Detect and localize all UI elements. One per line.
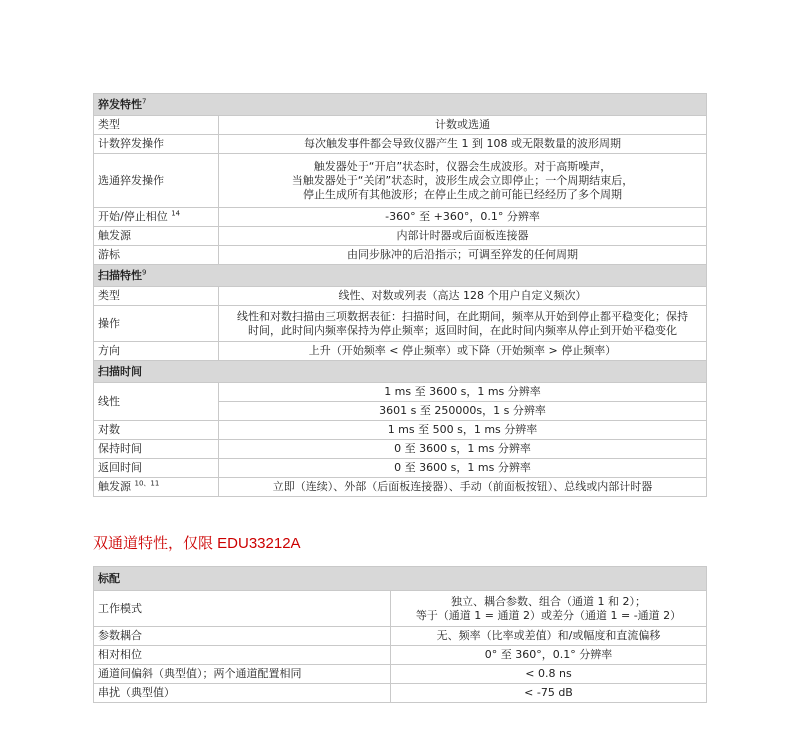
row-value: < 0.8 ns bbox=[391, 665, 707, 684]
value-line: 触发器处于“开启”状态时，仪器会生成波形。对于高斯噪声， bbox=[313, 159, 612, 173]
row-value bbox=[391, 591, 707, 627]
table-row bbox=[94, 135, 707, 154]
row-value: 无、频率（比率或差值）和/或幅度和直流偏移 bbox=[391, 627, 707, 646]
table-row bbox=[94, 627, 707, 646]
specs-table-dual-channel bbox=[93, 566, 707, 703]
section-title-sweep: 扫描特性 bbox=[98, 268, 142, 282]
section-header-sweep-time bbox=[94, 361, 707, 383]
row-value: 0 至 3600 s，1 ms 分辨率 bbox=[219, 459, 707, 478]
value-line: 独立、耦合参数、组合（通道 1 和 2）； bbox=[451, 594, 646, 608]
footnote-ref: 9 bbox=[142, 267, 147, 276]
row-value: < -75 dB bbox=[391, 684, 707, 703]
section-header-burst bbox=[94, 94, 707, 116]
value-line: 线性和对数扫描由三项数据表征：扫描时间，在此期间，频率从开始到停止都平稳变化；保持 bbox=[237, 309, 688, 323]
value-line: 当触发器处于“关闭”状态时，波形生成会立即停止；一个周期结束后， bbox=[291, 173, 634, 187]
section-header-standard bbox=[94, 567, 707, 591]
table-row bbox=[94, 665, 707, 684]
row-label: 触发源 bbox=[94, 227, 219, 246]
value-line: 停止生成所有其他波形；在停止生成之前可能已经经历了多个周期 bbox=[303, 187, 622, 201]
section-title-sweep-time: 扫描时间 bbox=[94, 361, 707, 383]
row-label: 对数 bbox=[94, 421, 219, 440]
footnote-ref: 10、11 bbox=[134, 479, 160, 488]
section-title-burst: 猝发特性 bbox=[98, 97, 142, 111]
row-value: 3601 s 至 250000s，1 s 分辨率 bbox=[219, 402, 707, 421]
row-label-text: 开始/停止相位 bbox=[98, 210, 168, 223]
row-value: 1 ms 至 500 s，1 ms 分辨率 bbox=[219, 421, 707, 440]
table-row bbox=[94, 684, 707, 703]
row-label: 相对相位 bbox=[94, 646, 391, 665]
row-label: 线性 bbox=[94, 383, 219, 421]
table-row bbox=[94, 646, 707, 665]
row-label: 计数猝发操作 bbox=[94, 135, 219, 154]
row-label: 方向 bbox=[94, 342, 219, 361]
table-row bbox=[94, 246, 707, 265]
row-label-text: 触发源 bbox=[98, 480, 131, 493]
row-label: 选通猝发操作 bbox=[94, 154, 219, 208]
row-label: 操作 bbox=[94, 306, 219, 342]
section-header-sweep bbox=[94, 265, 707, 287]
table-row bbox=[94, 116, 707, 135]
table-row bbox=[94, 383, 707, 402]
row-value: 立即（连续）、外部（后面板连接器）、手动（前面板按钮）、总线或内部计时器 bbox=[219, 478, 707, 497]
footnote-ref: 7 bbox=[142, 96, 147, 105]
row-label: 工作模式 bbox=[94, 591, 391, 627]
specs-table-burst-sweep bbox=[93, 93, 707, 497]
row-label: 返回时间 bbox=[94, 459, 219, 478]
value-line: 时间，此时间内频率保持为停止频率；返回时间，在此时间内频率从停止到开始平稳变化 bbox=[248, 323, 677, 337]
row-label: 类型 bbox=[94, 116, 219, 135]
footnote-ref: 14 bbox=[171, 209, 181, 218]
section-heading-dual-channel: 双通道特性，仅限 EDU33212A bbox=[93, 535, 301, 552]
table-row bbox=[94, 478, 707, 497]
row-value bbox=[219, 306, 707, 342]
table-row bbox=[94, 342, 707, 361]
row-value: 每次触发事件都会导致仪器产生 1 到 108 或无限数量的波形周期 bbox=[219, 135, 707, 154]
table-row bbox=[94, 459, 707, 478]
row-label: 通道间偏斜（典型值）；两个通道配置相同 bbox=[94, 665, 391, 684]
table-row bbox=[94, 208, 707, 227]
row-value: 由同步脉冲的后沿指示；可调至猝发的任何周期 bbox=[219, 246, 707, 265]
table-row bbox=[94, 287, 707, 306]
row-label: 保持时间 bbox=[94, 440, 219, 459]
row-value: 内部计时器或后面板连接器 bbox=[219, 227, 707, 246]
row-value: 0° 至 360°，0.1° 分辨率 bbox=[391, 646, 707, 665]
row-label: 类型 bbox=[94, 287, 219, 306]
table-row bbox=[94, 306, 707, 342]
table-row bbox=[94, 154, 707, 208]
row-value: -360° 至 +360°，0.1° 分辨率 bbox=[219, 208, 707, 227]
row-label bbox=[94, 208, 219, 227]
row-label bbox=[94, 478, 219, 497]
row-label: 参数耦合 bbox=[94, 627, 391, 646]
value-line: 等于（通道 1 = 通道 2）或差分（通道 1 = -通道 2） bbox=[415, 608, 682, 622]
table-row bbox=[94, 227, 707, 246]
row-value bbox=[219, 154, 707, 208]
section-title-standard: 标配 bbox=[94, 567, 707, 591]
row-label: 游标 bbox=[94, 246, 219, 265]
row-label: 串扰（典型值） bbox=[94, 684, 391, 703]
row-value: 上升（开始频率 < 停止频率）或下降（开始频率 > 停止频率） bbox=[219, 342, 707, 361]
row-value: 线性、对数或列表（高达 128 个用户自定义频次） bbox=[219, 287, 707, 306]
row-value: 计数或选通 bbox=[219, 116, 707, 135]
table-row bbox=[94, 440, 707, 459]
table-row bbox=[94, 591, 707, 627]
row-value: 0 至 3600 s，1 ms 分辨率 bbox=[219, 440, 707, 459]
row-value: 1 ms 至 3600 s，1 ms 分辨率 bbox=[219, 383, 707, 402]
table-row bbox=[94, 421, 707, 440]
